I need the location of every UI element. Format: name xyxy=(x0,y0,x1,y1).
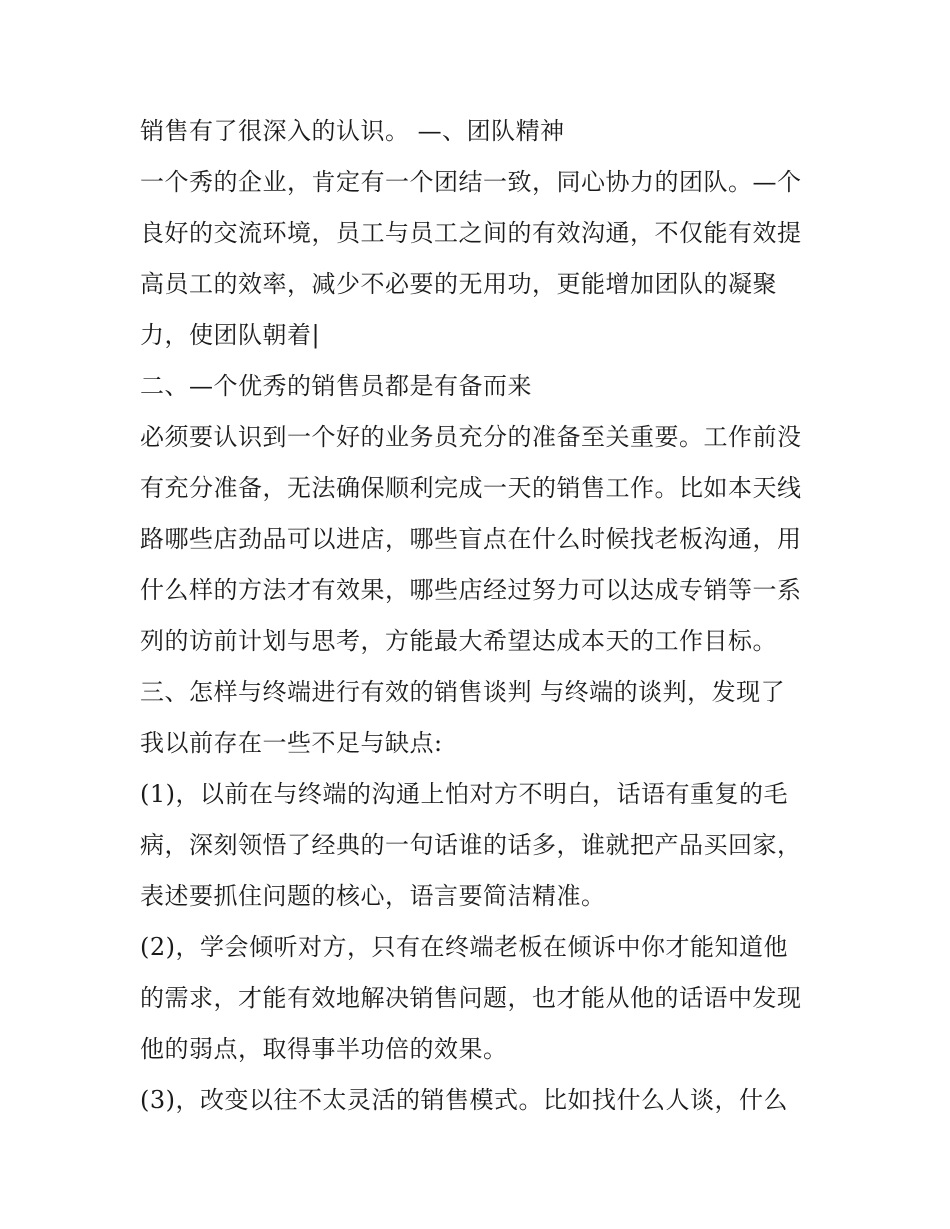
text-line: 路哪些店劲品可以进店，哪些盲点在什么时候找老板沟通，用 xyxy=(140,525,802,553)
text-line: 我以前存在一些不足与缺点: xyxy=(140,729,443,757)
text-line: 销售有了很深入的认识。 —、团队精神 xyxy=(140,117,565,145)
text-line: 病，深刻领悟了经典的一句话谁的话多，谁就把产品买回家， xyxy=(140,831,802,859)
text-line: 二、—个优秀的销售员都是有备而来 xyxy=(140,372,532,400)
text-line: 力，使团队朝着| xyxy=(140,321,321,349)
text-line: 高员工的效率，减少不必要的无用功，更能增加团队的凝聚 xyxy=(140,270,777,298)
text-line: 他的弱点，取得事半功倍的效果。 xyxy=(140,1035,508,1063)
text-line: 一个秀的企业，肯定有一个团结一致，同心协力的团队。—个 xyxy=(140,168,802,196)
text-line: (1)，以前在与终端的沟通上怕对方不明白，话语有重复的毛 xyxy=(140,780,788,808)
document-body xyxy=(140,108,820,1128)
text-line: (3)，改变以往不太灵活的销售模式。比如找什么人谈，什么 xyxy=(140,1086,788,1114)
text-line: 列的访前计划与思考，方能最大希望达成本天的工作目标。 xyxy=(140,627,777,655)
text-line: 什么样的方法才有效果，哪些店经过努力可以达成专销等一系 xyxy=(140,576,802,604)
text-line: (2)，学会倾听对方，只有在终端老板在倾诉中你才能知道他 xyxy=(140,933,788,961)
text-line: 必须要认识到一个好的业务员充分的准备至关重要。工作前没 xyxy=(140,423,802,451)
text-line: 的需求，才能有效地解决销售问题，也才能从他的话语中发现 xyxy=(140,984,802,1012)
text-line: 良好的交流环境，员工与员工之间的有效沟通，不仅能有效提 xyxy=(140,219,802,247)
text-line: 三、怎样与终端进行有效的销售谈判 与终端的谈判，发现了 xyxy=(140,678,786,706)
text-line: 有充分准备，无法确保顺利完成一天的销售工作。比如本天线 xyxy=(140,474,802,502)
text-line: 表述要抓住问题的核心，语言要简洁精准。 xyxy=(140,882,606,910)
